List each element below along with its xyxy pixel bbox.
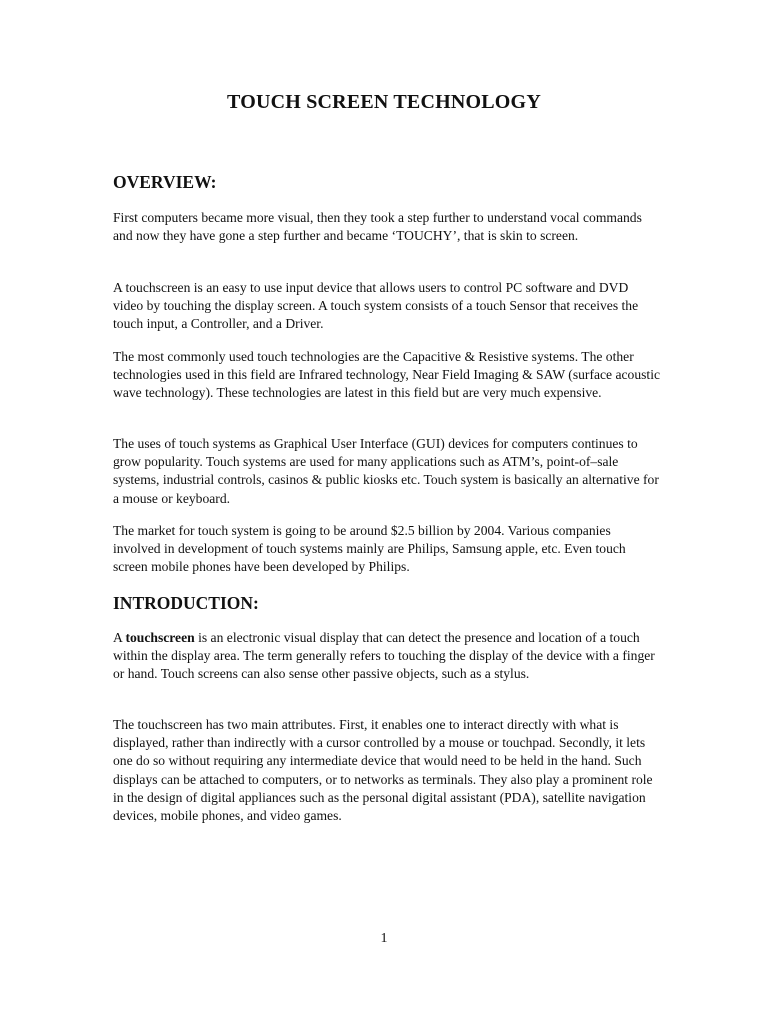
overview-paragraph-4: The uses of touch systems as Graphical User Interface (GUI) devices for computers continues to grow popularity. Touch systems are used for many applications such as ATM’s, point-of–sale systems, industrial controls, casinos & public kiosks etc. Touch system is basically an alternative for a mouse or keyboard. [113,436,659,506]
overview-paragraph-2: A touchscreen is an easy to use input device that allows users to control PC software and DVD video by touching the display screen. A touch system consists of a touch Sensor that receives the touch input, a Controller, and a Driver. [113,280,639,332]
intro-lead-text: A [113,630,126,645]
introduction-heading: INTRODUCTION: [113,593,259,613]
introduction-paragraph-1 [113,629,661,684]
page-number: 1 [380,931,388,946]
overview-paragraph-5: The market for touch system is going to be around $2.5 billion by 2004. Various companies involved in development of touch systems mainly are Philips, Samsung apple, etc. Even touch screen mobile phones have been developed by Philips. [113,523,626,575]
document-title: TOUCH SCREEN TECHNOLOGY [227,91,541,113]
intro-rest-text: is an electronic visual display that can detect the presence and location of a touch within the display area. The term generally refers to touching the display of the device with a finger or hand. Touch screens can also sense other passive objects, such as a stylus. [113,630,655,682]
touchscreen-term: touchscreen [125,630,195,645]
overview-paragraph-1: First computers became more visual, then they took a step further to understand vocal commands and now they have gone a step further and became ‘TOUCHY’, that is skin to screen. [113,210,642,244]
overview-paragraph-3: The most commonly used touch technologies are the Capacitive & Resistive systems. The other technologies used in this field are Infrared technology, Near Field Imaging & SAW (surface acoustic wave technology). These technologies are latest in this field but are very much expensive. [113,349,661,401]
introduction-paragraph-2: The touchscreen has two main attributes. First, it enables one to interact directly with what is displayed, rather than indirectly with a cursor controlled by a mouse or touchpad. Secondly, it lets one do so without requiring any intermediate device that would need to be held in the hand. Such displays can be attached to computers, or to networks as terminals. They also play a prominent role in the design of digital appliances such as the personal digital assistant (PDA), satellite navigation devices, mobile phones, and video games. [113,717,653,824]
overview-heading: OVERVIEW: [113,172,217,192]
